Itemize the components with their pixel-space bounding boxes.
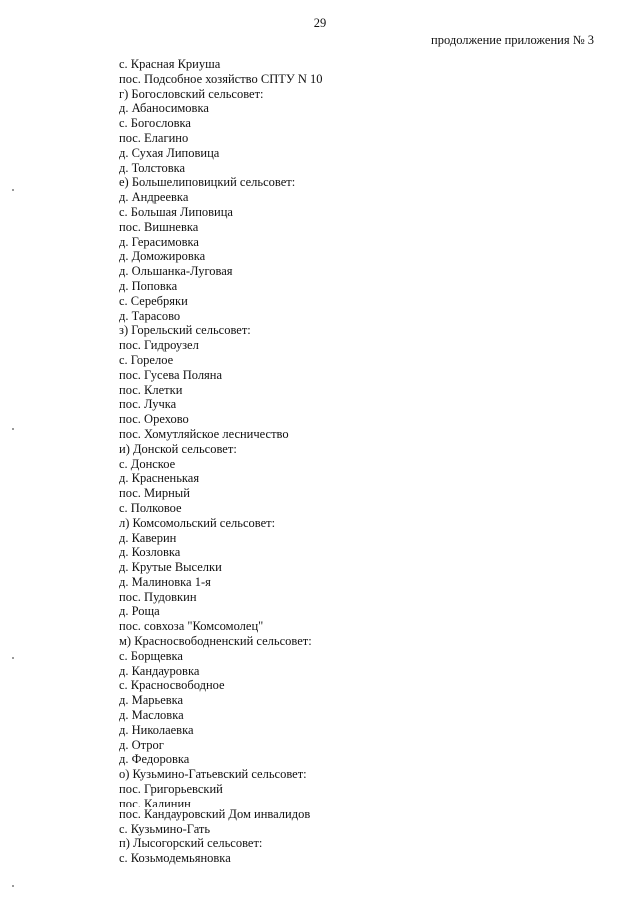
list-item: пос. Григорьевский bbox=[119, 782, 223, 797]
list-item: пос. Кандауровский Дом инвалидов bbox=[119, 806, 311, 821]
list-item: г) Богословский сельсовет: bbox=[119, 86, 264, 101]
list-item: с. Большая Липовица bbox=[119, 204, 233, 219]
list-item: д. Отрог bbox=[119, 737, 164, 752]
list-item: пос. Елагино bbox=[119, 130, 189, 145]
list-item: д. Доможировка bbox=[119, 249, 206, 264]
scan-speck bbox=[12, 657, 14, 659]
list-item: д. Каверин bbox=[119, 530, 177, 545]
list-item: и) Донской сельсовет: bbox=[119, 441, 237, 456]
list-item: м) Красносвободненский сельсовет: bbox=[119, 634, 312, 649]
list-item: д. Кандауровка bbox=[119, 663, 200, 678]
list-item: д. Герасимовка bbox=[119, 234, 199, 249]
list-item: е) Большелиповицкий сельсовет: bbox=[119, 175, 296, 190]
list-item: д. Марьевка bbox=[119, 693, 184, 708]
list-item: пос. Подсобное хозяйство СПТУ N 10 bbox=[119, 71, 323, 86]
page-number: 29 bbox=[313, 16, 327, 30]
list-item: д. Козловка bbox=[119, 545, 181, 560]
list-item: д. Николаевка bbox=[119, 722, 194, 737]
list-item: пос. Клетки bbox=[119, 382, 183, 397]
continuation-note: продолжение приложения № 3 bbox=[431, 33, 594, 47]
list-item: пос. Гидроузел bbox=[119, 338, 199, 353]
settlement-list bbox=[119, 57, 322, 866]
scan-speck bbox=[12, 885, 14, 887]
list-item: с. Козьмодемьяновка bbox=[119, 851, 231, 866]
list-item: д. Сухая Липовица bbox=[119, 145, 220, 160]
list-item: пос. Вишневка bbox=[119, 219, 199, 234]
list-item: л) Комсомольский сельсовет: bbox=[119, 515, 276, 530]
list-item: д. Тарасово bbox=[119, 308, 181, 323]
list-item: с. Серебряки bbox=[119, 293, 188, 308]
list-item: с. Донское bbox=[119, 456, 176, 471]
list-item: пос. Орехово bbox=[119, 412, 189, 427]
list-item: д. Масловка bbox=[119, 708, 184, 723]
list-item: п) Лысогорский сельсовет: bbox=[119, 836, 263, 851]
list-item: д. Толстовка bbox=[119, 160, 186, 175]
list-item: с. Богословка bbox=[119, 116, 191, 131]
list-item: пос. Мирный bbox=[119, 486, 190, 501]
list-item: с. Полковое bbox=[119, 500, 182, 515]
list-item: с. Борщевка bbox=[119, 648, 183, 663]
list-item: с. Красносвободное bbox=[119, 678, 225, 693]
list-item: д. Абаносимовка bbox=[119, 101, 209, 116]
scan-speck bbox=[12, 428, 14, 430]
list-item: д. Малиновка 1-я bbox=[119, 574, 211, 589]
list-item: пос. Хомутляйское лесничество bbox=[119, 426, 289, 441]
list-item: с. Кузьмино-Гать bbox=[119, 821, 211, 836]
list-item: д. Андреевка bbox=[119, 190, 189, 205]
list-item: д. Поповка bbox=[119, 278, 178, 293]
list-item: пос. Пудовкин bbox=[119, 589, 197, 604]
list-item: с. Красная Криуша bbox=[119, 57, 221, 71]
list-item: д. Роща bbox=[119, 604, 160, 619]
list-item: пос. Калинин bbox=[119, 796, 191, 807]
list-item: д. Красненькая bbox=[119, 471, 200, 486]
list-item: с. Горелое bbox=[119, 352, 174, 367]
list-item: пос. совхоза "Комсомолец" bbox=[119, 619, 264, 634]
list-item: д. Крутые Выселки bbox=[119, 560, 222, 575]
list-item: д. Ольшанка-Луговая bbox=[119, 264, 233, 279]
list-item: д. Федоровка bbox=[119, 752, 190, 767]
list-item: пос. Лучка bbox=[119, 397, 177, 412]
list-item: з) Горельский сельсовет: bbox=[119, 323, 251, 338]
scan-speck bbox=[12, 189, 14, 191]
list-item: о) Кузьмино-Гатьевский сельсовет: bbox=[119, 767, 307, 782]
list-item: пос. Гусева Поляна bbox=[119, 367, 223, 382]
